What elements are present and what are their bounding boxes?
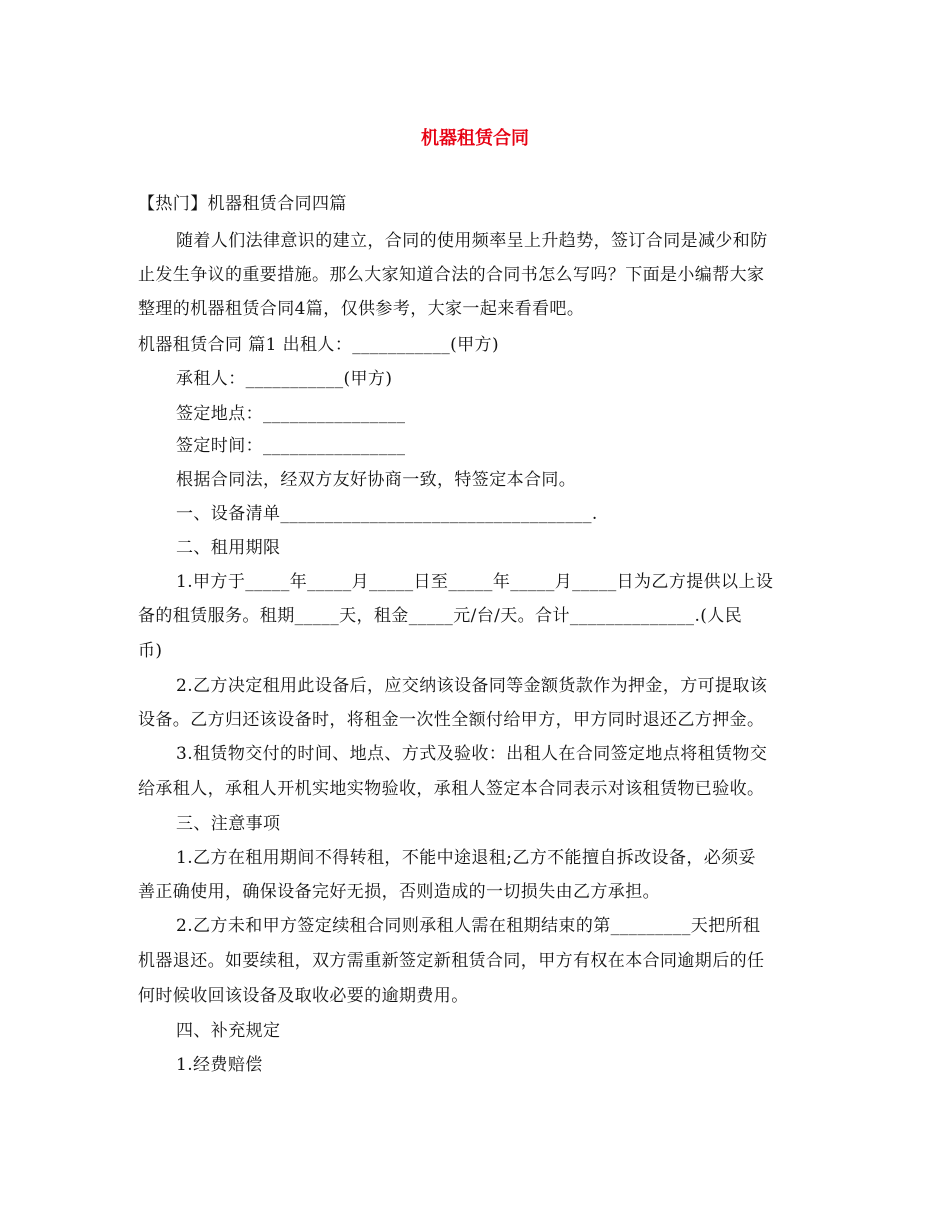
clause-text-line: 2.乙方决定租用此设备后，应交纳该设备同等金额货款作为押金，方可提取该 [176,676,768,696]
paragraph-intro-line: 整理的机器租赁合同4篇，仅供参考，大家一起来看看吧。 [138,299,585,319]
paragraph-intro-line: 止发生争议的重要措施。那么大家知道合法的合同书怎么写吗？下面是小编帮大家 [138,265,765,285]
clause-text-line: 备的租赁服务。租期_____天，租金_____元/台/天。合计______________.(人民 [138,606,743,626]
lessee-field: 承租人：___________(甲方) [176,369,393,389]
clause-text-line: 1.经费赔偿 [176,1055,263,1075]
clause-text-line: 何时候收回该设备及取收必要的逾期费用。 [138,986,469,1006]
signing-place-field: 签定地点：________________ [176,404,406,424]
clause-text-line: 3.租赁物交付的时间、地点、方式及验收：出租人在合同签定地点将租赁物交 [176,744,768,764]
heading-hot-contracts: 【热门】机器租赁合同四篇 [138,194,347,214]
section-lease-term: 二、租用期限 [176,538,281,558]
clause-text-line: 1.乙方在租用期间不得转租，不能中途退租;乙方不能擅自拆改设备，必须妥 [176,848,756,868]
clause-text-line: 2.乙方未和甲方签定续租合同则承租人需在租期结束的第_________天把所租 [176,916,761,936]
clause-text-line: 善正确使用，确保设备完好无损，否则造成的一切损失由乙方承担。 [138,882,660,902]
clause-text-line: 机器退还。如要续租，双方需重新签定新租赁合同，甲方有权在本合同逾期后的任 [138,951,765,971]
paragraph-intro-line: 随着人们法律意识的建立，合同的使用频率呈上升趋势，签订合同是减少和防 [176,231,768,251]
contract-heading-lessor: 机器租赁合同 篇1 出租人：___________(甲方) [138,335,499,355]
signing-time-field: 签定时间：________________ [176,436,406,456]
section-equipment-list: 一、设备清单___________________________________. [176,504,598,524]
section-supplementary: 四、补充规定 [176,1021,281,1041]
clause-text-line: 1.甲方于_____年_____月_____日至_____年_____月_____日为乙方提供以上设 [176,572,774,592]
clause-text-line: 给承租人，承租人开机实地实物验收，承租人签定本合同表示对该租赁物已验收。 [138,779,765,799]
clause-text-line: 设备。乙方归还该设备时，将租金一次性全额付给甲方，甲方同时退还乙方押金。 [138,710,765,730]
document-title: 机器租赁合同 [421,128,529,149]
preamble-text: 根据合同法，经双方友好协商一致，特签定本合同。 [176,470,577,490]
section-notes: 三、注意事项 [176,814,281,834]
clause-text-line: 币) [138,641,163,661]
